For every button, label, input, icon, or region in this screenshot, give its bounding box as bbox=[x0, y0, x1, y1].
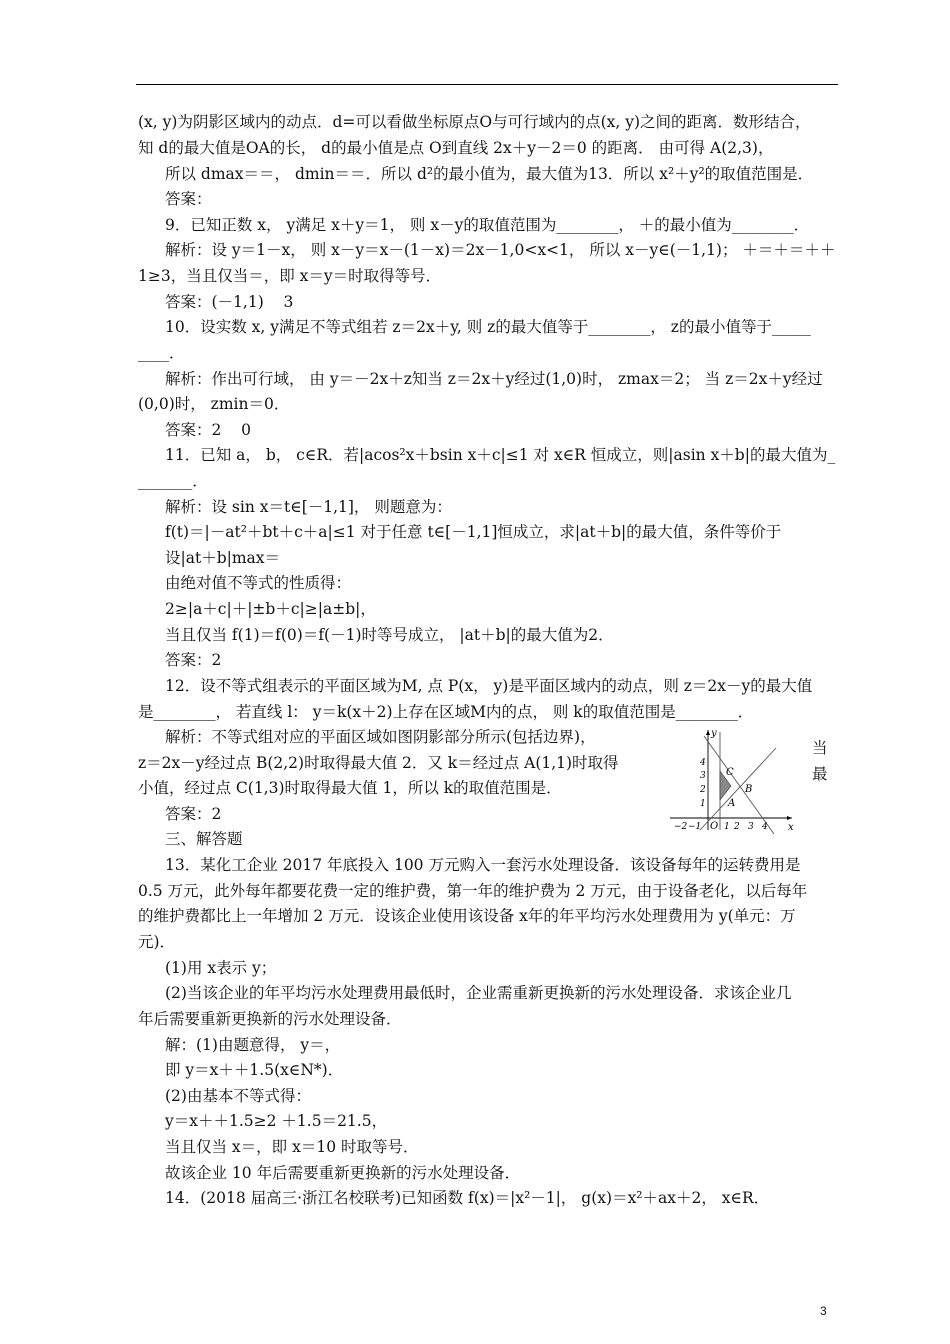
text-line: 知 d的最大值是OA的长， d的最小值是点 O到直线 2x＋y－2＝0 的距离． 由可得 A(2,3)， bbox=[138, 139, 774, 157]
x-tick-4: 4 bbox=[762, 822, 768, 832]
text-line: 解析：不等式组对应的平面区域如图阴影部分所示(包括边界)， bbox=[165, 728, 596, 746]
y-tick-2: 2 bbox=[700, 785, 706, 795]
text-line: y＝x＋＋1.5≥2 ＋1.5＝21.5， bbox=[165, 1112, 388, 1130]
y-tick-4: 4 bbox=[700, 758, 706, 768]
text-line: 12．设不等式组表示的平面区域为M, 点 P(x， y)是平面区域内的动点，则 z＝2x－y的最大值 bbox=[165, 677, 813, 695]
axis-x-label: x bbox=[788, 822, 794, 833]
x-tick-3: 3 bbox=[748, 822, 754, 832]
text-line: 小值，经过点 C(1,3)时取得最大值 1，所以 k的取值范围是． bbox=[138, 779, 562, 797]
x-tick-neg1: −1 bbox=[688, 822, 702, 832]
text-line: 解析：设 y＝1－x， 则 x－y＝x－(1－x)＝2x－1,0<x<1， 所以 x－y∈(－1,1)； ＋＝＋＝＋＋ bbox=[165, 241, 836, 259]
text-line: 即 y＝x＋＋1.5(x∈N*)． bbox=[165, 1061, 344, 1079]
side-word-1: 当 bbox=[812, 739, 828, 757]
text-line: 年后需要重新更换新的污水处理设备． bbox=[138, 1010, 402, 1028]
text-line: _______． bbox=[138, 472, 208, 490]
text-line: 解析：设 sin x＝t∈[－1,1]， 则题意为： bbox=[165, 498, 452, 516]
text-line: 14．(2018 届高三·浙江名校联考)已知函数 f(x)＝|x²－1|， g(x)＝x²＋ax＋2， x∈R． bbox=[165, 1189, 770, 1207]
text-line: 11．已知 a， b， c∈R．若|acos²x＋bsin x＋c|≤1 对 x∈R 恒成立，则|asin x＋b|的最大值为_ bbox=[165, 446, 836, 464]
y-tick-3: 3 bbox=[700, 771, 706, 781]
text-line: 答案：(－1,1) 3 bbox=[165, 293, 294, 311]
text-line: 三、解答题 bbox=[165, 830, 243, 848]
text-line: 答案：2 0 bbox=[165, 421, 251, 439]
text-line: 由绝对值不等式的性质得： bbox=[165, 574, 352, 592]
point-a-label: A bbox=[728, 798, 736, 809]
x-tick-1: 1 bbox=[724, 822, 730, 832]
header-rule bbox=[136, 84, 838, 85]
text-line: 当且仅当 f(1)＝f(0)＝f(－1)时等号成立， |at＋b|的最大值为2． bbox=[165, 626, 614, 644]
text-line: 答案：2 bbox=[165, 651, 222, 669]
origin-label: O bbox=[710, 821, 719, 832]
text-line: 1≥3，当且仅当＝，即 x＝y＝时取得等号． bbox=[138, 267, 442, 285]
text-line: 的维护费都比上一年增加 2 万元．设该企业使用该设备 x年的年平均污水处理费用为 y(单元：万 bbox=[138, 907, 796, 925]
text-line: (x, y)为阴影区域内的动点．d=可以看做坐标原点O与可行域内的点(x, y)之间的距离．数形结合， bbox=[138, 113, 811, 131]
point-b-label: B bbox=[745, 784, 753, 795]
text-line: f(t)＝|－at²＋bt＋c＋a|≤1 对于任意 t∈[－1,1]恒成立，求|at＋b|的最大值，条件等价于 bbox=[165, 523, 782, 541]
feasible-region-figure bbox=[668, 726, 798, 836]
text-line: 设|at＋b|max＝ bbox=[165, 549, 281, 567]
text-line: 答案： bbox=[165, 190, 212, 208]
text-line: 解析：作出可行域， 由 y＝－2x＋z知当 z＝2x＋y经过(1,0)时， zmax＝2； 当 z＝2x＋y经过 bbox=[165, 370, 823, 388]
x-tick-2: 2 bbox=[734, 822, 740, 832]
text-line: 13．某化工企业 2017 年底投入 100 万元购入一套污水处理设备．该设备每年的运转费用是 bbox=[165, 856, 801, 874]
axis-y-label: y bbox=[711, 728, 717, 739]
point-c-label: C bbox=[726, 767, 734, 778]
text-line: 9．已知正数 x， y满足 x＋y＝1， 则 x－y的取值范围为________， ＋的最小值为________． bbox=[165, 216, 810, 234]
text-line: 2≥|a＋c|＋|±b＋c|≥|a±b|， bbox=[165, 600, 376, 618]
text-line: 故该企业 10 年后需要重新更换新的污水处理设备． bbox=[165, 1164, 521, 1182]
text-line: (2)由基本不等式得： bbox=[165, 1087, 311, 1105]
text-line: 当且仅当 x＝，即 x＝10 时取等号． bbox=[165, 1138, 419, 1156]
text-line: (2)当该企业的年平均污水处理费用最低时，企业需重新更换新的污水处理设备．求该企业几 bbox=[165, 984, 792, 1002]
text-line: 0.5 万元，此外每年都要花费一定的维护费，第一年的维护费为 2 万元，由于设备老化，以后每年 bbox=[138, 882, 808, 900]
text-line: 答案：2 bbox=[165, 805, 222, 823]
text-line: (0,0)时， zmin＝0． bbox=[138, 395, 290, 413]
text-line: (1)用 x表示 y； bbox=[165, 959, 277, 977]
x-tick-neg2: −2 bbox=[674, 822, 688, 832]
text-line: z＝2x－y经过点 B(2,2)时取得最大值 2．又 k＝经过点 A(1,1)时取得 bbox=[138, 754, 619, 772]
text-line: ____． bbox=[138, 344, 185, 362]
text-line: 10．设实数 x, y满足不等式组若 z＝2x＋y, 则 z的最大值等于________， z的最小值等于_____ bbox=[165, 318, 811, 336]
text-line: 是________， 若直线 l： y＝k(x＋2)上存在区域M内的点， 则 k的取值范围是________． bbox=[138, 703, 754, 721]
text-line: 解：(1)由题意得， y＝， bbox=[165, 1036, 341, 1054]
y-tick-1: 1 bbox=[700, 799, 706, 809]
text-line: 所以 dmax＝＝， dmin＝＝．所以 d²的最小值为，最大值为13．所以 x²＋y²的取值范围是． bbox=[165, 165, 814, 183]
page-number: 3 bbox=[820, 1304, 827, 1318]
text-line: 元)． bbox=[138, 933, 176, 951]
side-word-2: 最 bbox=[812, 765, 828, 783]
